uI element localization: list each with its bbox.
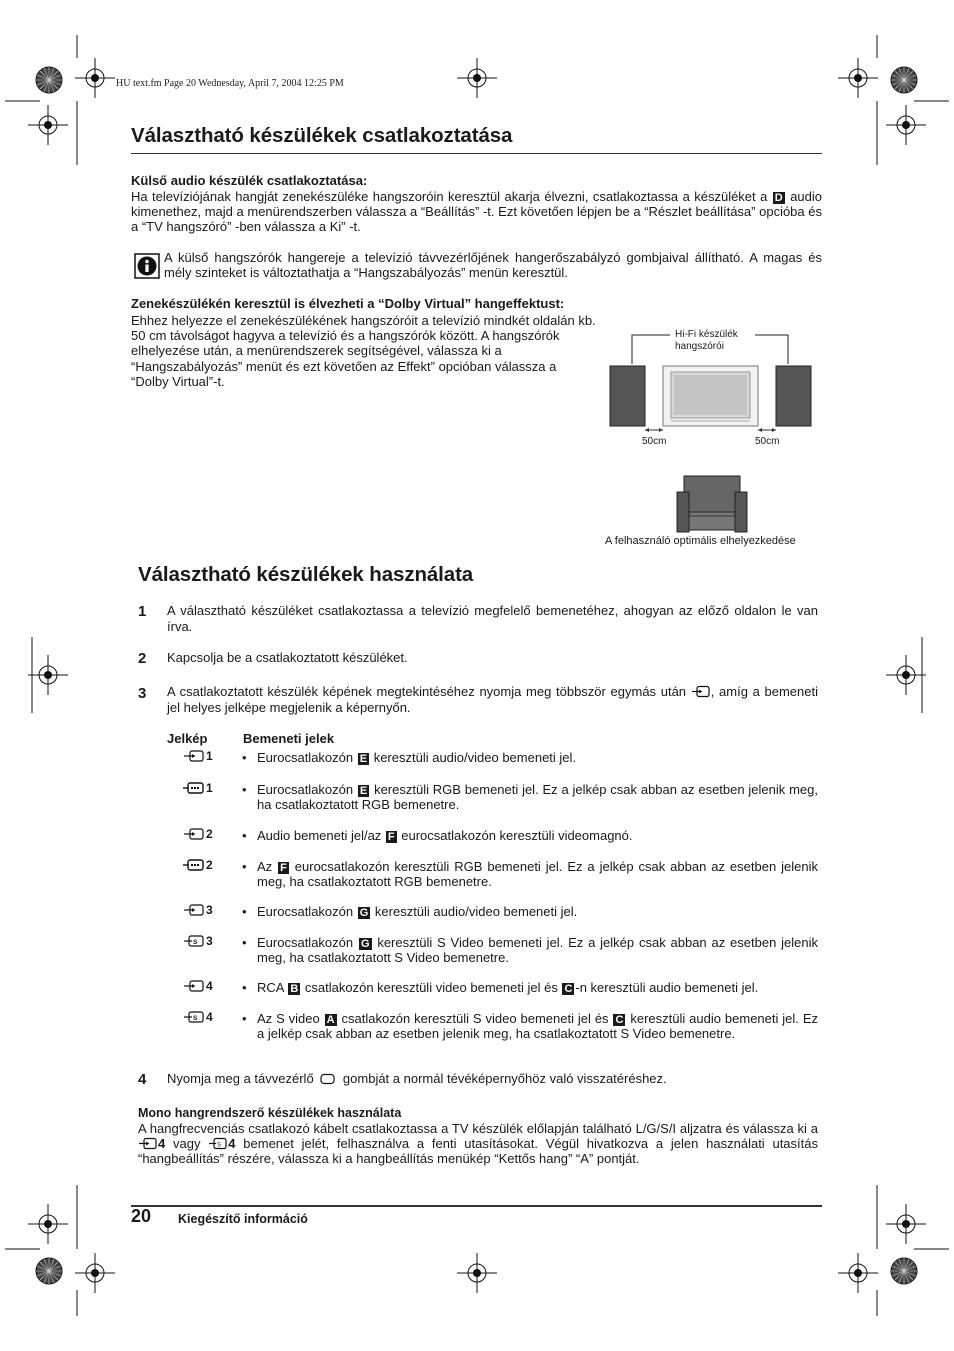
input-symbol-av-4 [183, 979, 213, 993]
armchair-icon [674, 472, 750, 536]
section-title-usage: Választható készülékek használata [138, 563, 474, 586]
svg-text:S: S [193, 1015, 198, 1022]
distance-right: 50cm [755, 436, 780, 447]
input-description: Az S video A csatlakozón keresztüli S video bemeneti jel és C keresztüli audio bemeneti jel. Ez a jelkép csak abban az esetben jelenik meg, ha csatlakoztatott S Video bemenetre. [257, 1011, 818, 1042]
footer-rule [131, 1205, 822, 1207]
input-description: RCA B csatlakozón keresztüli video bemeneti jel és C -n keresztüli audio bemeneti jel. [257, 980, 759, 995]
connector-key: B [290, 983, 299, 995]
col-input-header: Bemeneti jelek [243, 731, 335, 746]
connector-key: C [564, 983, 573, 995]
section-title-connect: Választható készülékek csatlakoztatása [131, 124, 513, 147]
audio-heading: Külső audio készülék csatlakoztatása: [131, 173, 368, 188]
s-input-icon [183, 1010, 205, 1024]
step-3-number: 3 [138, 685, 147, 702]
step-1-number: 1 [138, 603, 147, 620]
input-description: Az F eurocsatlakozón keresztüli RGB bemeneti jel. Ez a jelkép csak abban az esetben jelenik meg, ha csatlakoztatott RGB bemenetre. [257, 859, 818, 890]
speaker-label-1: Hi-Fi készülék [675, 329, 738, 340]
step-4-text: Nyomja meg a távvezérlő gombját a normál tévéképernyőhöz való visszatéréshez. [167, 1071, 667, 1086]
connector-key: G [359, 907, 369, 919]
bullet: • [242, 750, 247, 765]
bullet: • [242, 828, 247, 843]
input-symbol-rgb-2 [183, 858, 213, 872]
speaker-label-2: hangszórói [675, 341, 724, 352]
speaker-placement-diagram [605, 330, 825, 450]
step-4-number: 4 [138, 1071, 147, 1088]
av-input-icon [183, 827, 205, 841]
input-symbol-number: 2 [206, 827, 213, 841]
bullet: • [242, 935, 247, 950]
footer-section-title: Kiegészítő információ [178, 1212, 308, 1226]
mono-paragraph: A hangfrecvenciás csatlakozó kábelt csatlakoztassa a TV készülék előlapján található L/G/S/I aljzatra és válassza ki a 4 vagy S 4 bemenet jelét, felhasználva a fenti utasításokat. Végül hivatkozva a jelen használati utasítás “hangbeállítás” részére, válassza ki a hangbeállítás menükép “Kettős hang” “A” pontját. [138, 1121, 818, 1167]
input-symbol-number: 4 [206, 1010, 213, 1024]
bullet: • [242, 782, 247, 797]
dolby-heading: Zenekészülékén keresztül is élvezheti a “Dolby Virtual” hangeffektust: [131, 296, 565, 311]
title-rule [131, 153, 822, 154]
user-position-label: A felhasználó optimális elhelyezkedése [605, 535, 796, 547]
audio-paragraph: Ha televíziójának hangját zenekészüléke hangszoróin keresztül akarja élvezni, csatlakoztassa a készüléket a D audio kimenethez, majd a menürendszerben válassza a “Beállítás” -t. Ezt követően lépjen be a “Részlet beállítása” opcióba és a “TV hangszóró” -ben válassza a Ki” -t. [131, 189, 822, 235]
input-symbol-s-3 [183, 934, 213, 948]
s-video-input-icon [208, 1137, 228, 1150]
connector-key: E [359, 785, 368, 797]
step-3-text: A csatlakoztatott készülék képének megtekintéséhez nyomja meg többször egymás után , amíg a bemeneti jel helyes jelképe megjelenik a képernyőn. [167, 684, 818, 715]
input-description: Eurocsatlakozón E keresztüli RGB bemeneti jel. Ez a jelkép csak abban az esetben jelenik meg, ha csatlakoztatott RGB bemenetre. [257, 782, 818, 813]
connector-key: F [280, 862, 287, 874]
connector-key: G [360, 938, 370, 950]
info-icon [134, 253, 160, 279]
file-header: HU text.fm Page 20 Wednesday, April 7, 2004 12:25 PM [116, 78, 344, 89]
av-input-icon [183, 903, 205, 917]
distance-left: 50cm [642, 436, 667, 447]
input-description: Audio bemeneti jel/az F eurocsatlakozón keresztüli videomagnó. [257, 828, 633, 843]
col-symbol-header: Jelkép [167, 731, 208, 746]
input-select-icon [691, 685, 711, 698]
input-symbol-number: 1 [206, 749, 213, 763]
connector-key: A [326, 1014, 335, 1026]
av-input-icon [183, 749, 205, 763]
dolby-paragraph: Ehhez helyezze el zenekészülékének hangszóróit a televízió mindkét oldalán kb. 50 cm távolságot hagyva a televízió és a hangszórók között. A hangszórók elhelyezése után, a menürendszerek segítségével, válassza ki a “Hangszabályozás” menüt és ezt követően az Effekt” opcióban válassza a “Dolby Virtual”-t. [131, 313, 596, 389]
input-description: Eurocsatlakozón G keresztüli S Video bemeneti jel. Ez a jelkép csak abban az esetben jelenik meg, ha csatlakoztatott S Video bemenetre. [257, 935, 818, 966]
input-symbol-av-1 [183, 749, 213, 763]
av-input-icon [183, 979, 205, 993]
svg-text:S: S [193, 939, 198, 946]
bullet: • [242, 1011, 247, 1026]
step-1-text: A választható készüléket csatlakoztassa a televízió megfelelő bemenetéhez, ahogyan az előző oldalon le van írva. [167, 603, 818, 634]
connector-key: C [615, 1014, 624, 1026]
rgb-input-icon [183, 858, 205, 872]
input-symbol-rgb-1 [183, 781, 213, 795]
bullet: • [242, 904, 247, 919]
connector-key: F [387, 831, 395, 843]
input-symbol-number: 3 [206, 903, 213, 917]
bullet: • [242, 859, 247, 874]
s-input-icon [183, 934, 205, 948]
input-description: Eurocsatlakozón E keresztüli audio/video bemeneti jel. [257, 750, 577, 765]
info-note: A külső hangszórók hangereje a televízió távvezérlőjének hangerőszabályzó gombjaival állítható. A magas és mély szinteket is változtathatja a “Hangszabályozás” menün keresztül. [164, 250, 822, 281]
input-symbol-av-3 [183, 903, 213, 917]
tv-button-icon [319, 1073, 337, 1085]
input-symbol-number: 4 [206, 979, 213, 993]
input-description: Eurocsatlakozón G keresztüli audio/video bemeneti jel. [257, 904, 578, 919]
mono-heading: Mono hangrendszerő készülékek használata [138, 1106, 402, 1120]
step-2-number: 2 [138, 650, 147, 667]
bullet: • [242, 980, 247, 995]
av-input-icon [138, 1137, 158, 1150]
page-number: 20 [131, 1206, 152, 1226]
input-symbol-number: 1 [206, 781, 213, 795]
svg-text:S: S [217, 1142, 222, 1149]
connector-key: D [774, 192, 783, 204]
input-symbol-av-2 [183, 827, 213, 841]
step-2-text: Kapcsolja be a csatlakoztatott készüléket. [167, 650, 408, 665]
input-symbol-number: 3 [206, 934, 213, 948]
connector-key: E [359, 753, 368, 765]
input-symbol-number: 2 [206, 858, 213, 872]
input-symbol-s-4 [183, 1010, 213, 1024]
rgb-input-icon [183, 781, 205, 795]
